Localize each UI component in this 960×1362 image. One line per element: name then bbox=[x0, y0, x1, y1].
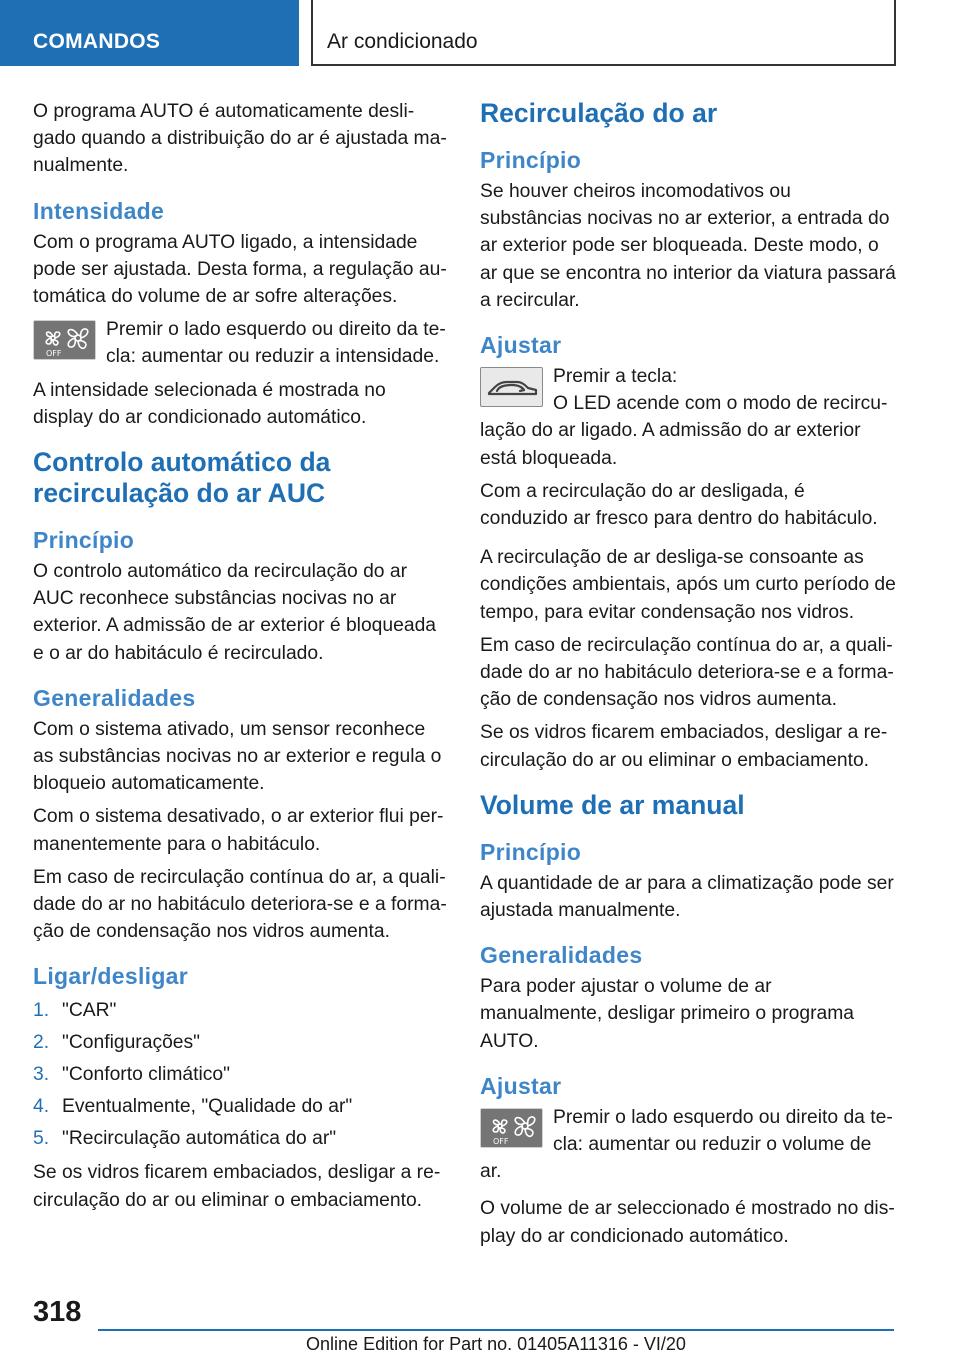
heading-auc: Controlo automático da recirculação do ar AUC bbox=[33, 447, 331, 509]
heading-intensidade: Intensidade bbox=[33, 197, 165, 224]
list-item: 2. "Configurações" bbox=[33, 1032, 201, 1054]
fan-button-icon bbox=[33, 320, 96, 360]
page-number: 318 bbox=[33, 1296, 82, 1328]
auc-gen-text-1: Com o sistema ativado, um sensor reconhece as substâncias nocivas no ar exterior e regula o bloqueio automaticamente. bbox=[33, 718, 442, 795]
auc-gen-text-2: Com o sistema desativado, o ar exterior flui permanentemente para o habitáculo. bbox=[33, 806, 444, 855]
steps-list bbox=[33, 995, 448, 1155]
recirc-text-3: Em caso de recirculação contínua do ar, a qualidade do ar no habitáculo deteriora-se e a formação de condensação nos vidros aumenta. bbox=[480, 634, 894, 711]
volume-principio-text: A quantidade de ar para a climatização pode ser ajustada manualmente. bbox=[480, 872, 894, 922]
heading-volume-ajustar: Ajustar bbox=[480, 1072, 562, 1099]
volume-generalidades-text: Para poder ajustar o volume de ar manualmente, desligar primeiro o programa AUTO. bbox=[480, 976, 855, 1052]
footer-edition: Online Edition for Part no. 01405A11316 - VI/20 bbox=[306, 1334, 686, 1354]
left-column bbox=[33, 98, 448, 1220]
recirc-instruction bbox=[480, 363, 896, 472]
heading-volume-manual: Volume de ar manual bbox=[480, 789, 745, 820]
heading-recirc-principio: Princípio bbox=[480, 147, 582, 173]
fan-button-icon bbox=[480, 1108, 543, 1148]
heading-volume-generalidades: Generalidades bbox=[480, 942, 643, 969]
recirc-icon-line-2: O LED acende com o modo de recirculação do ar ligado. A admissão do ar exterior está bloqueada. bbox=[480, 393, 888, 469]
intensidade-instruction bbox=[33, 316, 448, 370]
intensidade-paragraph: Com o programa AUTO ligado, a intensidade pode ser ajustada. Desta forma, a regulação automática do volume de ar sofre alterações. bbox=[33, 231, 447, 308]
intro-paragraph: O programa AUTO é automaticamente desligado quando a distribuição do ar é ajustada manualmente. bbox=[33, 101, 447, 177]
recirc-text-4: Se os vidros ficarem embaciados, desligar a recirculação do ar ou eliminar o embaciamento. bbox=[480, 722, 888, 771]
list-item: 3. "Conforto climático" bbox=[33, 1064, 230, 1086]
auc-gen-text-3: Em caso de recirculação contínua do ar, a qualidade do ar no habitáculo deteriora-se e a formação de condensação nos vidros aumenta. bbox=[33, 866, 447, 943]
section-tab: COMANDOS bbox=[0, 0, 299, 66]
heading-ligar-desligar: Ligar/desligar bbox=[33, 963, 189, 990]
recirc-principio-text: Se houver cheiros incomodativos ou substâncias nocivas no ar exterior, a entrada do ar exterior pode ser bloqueada. Deste modo, o ar que se encontra no interior da viatura passará a recircular. bbox=[480, 181, 896, 311]
intensidade-icon-text: Premir o lado esquerdo ou direito da tecla: aumentar ou reduzir a intensidade. bbox=[106, 319, 446, 368]
fan-off-label: OFF bbox=[493, 1136, 509, 1146]
heading-recirculacao: Recirculação do ar bbox=[480, 98, 718, 128]
recirc-text-2: A recirculação de ar desliga-se consoante as condições ambientais, após um curto período de tempo, para evitar condensação nos vidros. bbox=[480, 547, 896, 623]
chapter-title: Ar condicionado bbox=[311, 0, 896, 66]
fan-off-label: OFF bbox=[46, 349, 62, 359]
intensidade-display-text: A intensidade selecionada é mostrada no display do ar condicionado automático. bbox=[33, 379, 386, 428]
volume-instruction bbox=[480, 1104, 896, 1186]
recirc-icon-line-1: Premir a tecla: bbox=[553, 366, 678, 388]
list-item: 1. "CAR" bbox=[33, 1000, 117, 1022]
heading-volume-principio: Princípio bbox=[480, 838, 582, 865]
recirc-text-1: Com a recirculação do ar desligada, é conduzido ar fresco para dentro do habitáculo. bbox=[480, 480, 878, 530]
auc-principio-text: O controlo automático da recirculação do ar AUC reconhece substâncias nocivas no ar exterior. A admissão de ar exterior é bloqueada e o ar do habitáculo é recirculado. bbox=[33, 561, 437, 664]
heading-auc-generalidades: Generalidades bbox=[33, 684, 196, 711]
volume-icon-text: Premir o lado esquerdo ou direito da tecla: aumentar ou reduzir o volume de ar. bbox=[480, 1106, 893, 1183]
recirculation-button-icon bbox=[480, 367, 543, 407]
auc-final-text: Se os vidros ficarem embaciados, desligar a recirculação do ar ou eliminar o embaciamento. bbox=[33, 1162, 441, 1211]
heading-auc-principio: Princípio bbox=[33, 527, 135, 554]
list-item: 5. "Recirculação automática do ar" bbox=[33, 1128, 337, 1150]
right-column bbox=[480, 98, 896, 1256]
footer-divider bbox=[98, 1329, 894, 1331]
heading-recirc-ajustar: Ajustar bbox=[480, 332, 562, 359]
list-item: 4. Eventualmente, "Qualidade do ar" bbox=[33, 1096, 353, 1118]
volume-final-text: O volume de ar seleccionado é mostrado no display do ar condicionado automático. bbox=[480, 1198, 895, 1247]
